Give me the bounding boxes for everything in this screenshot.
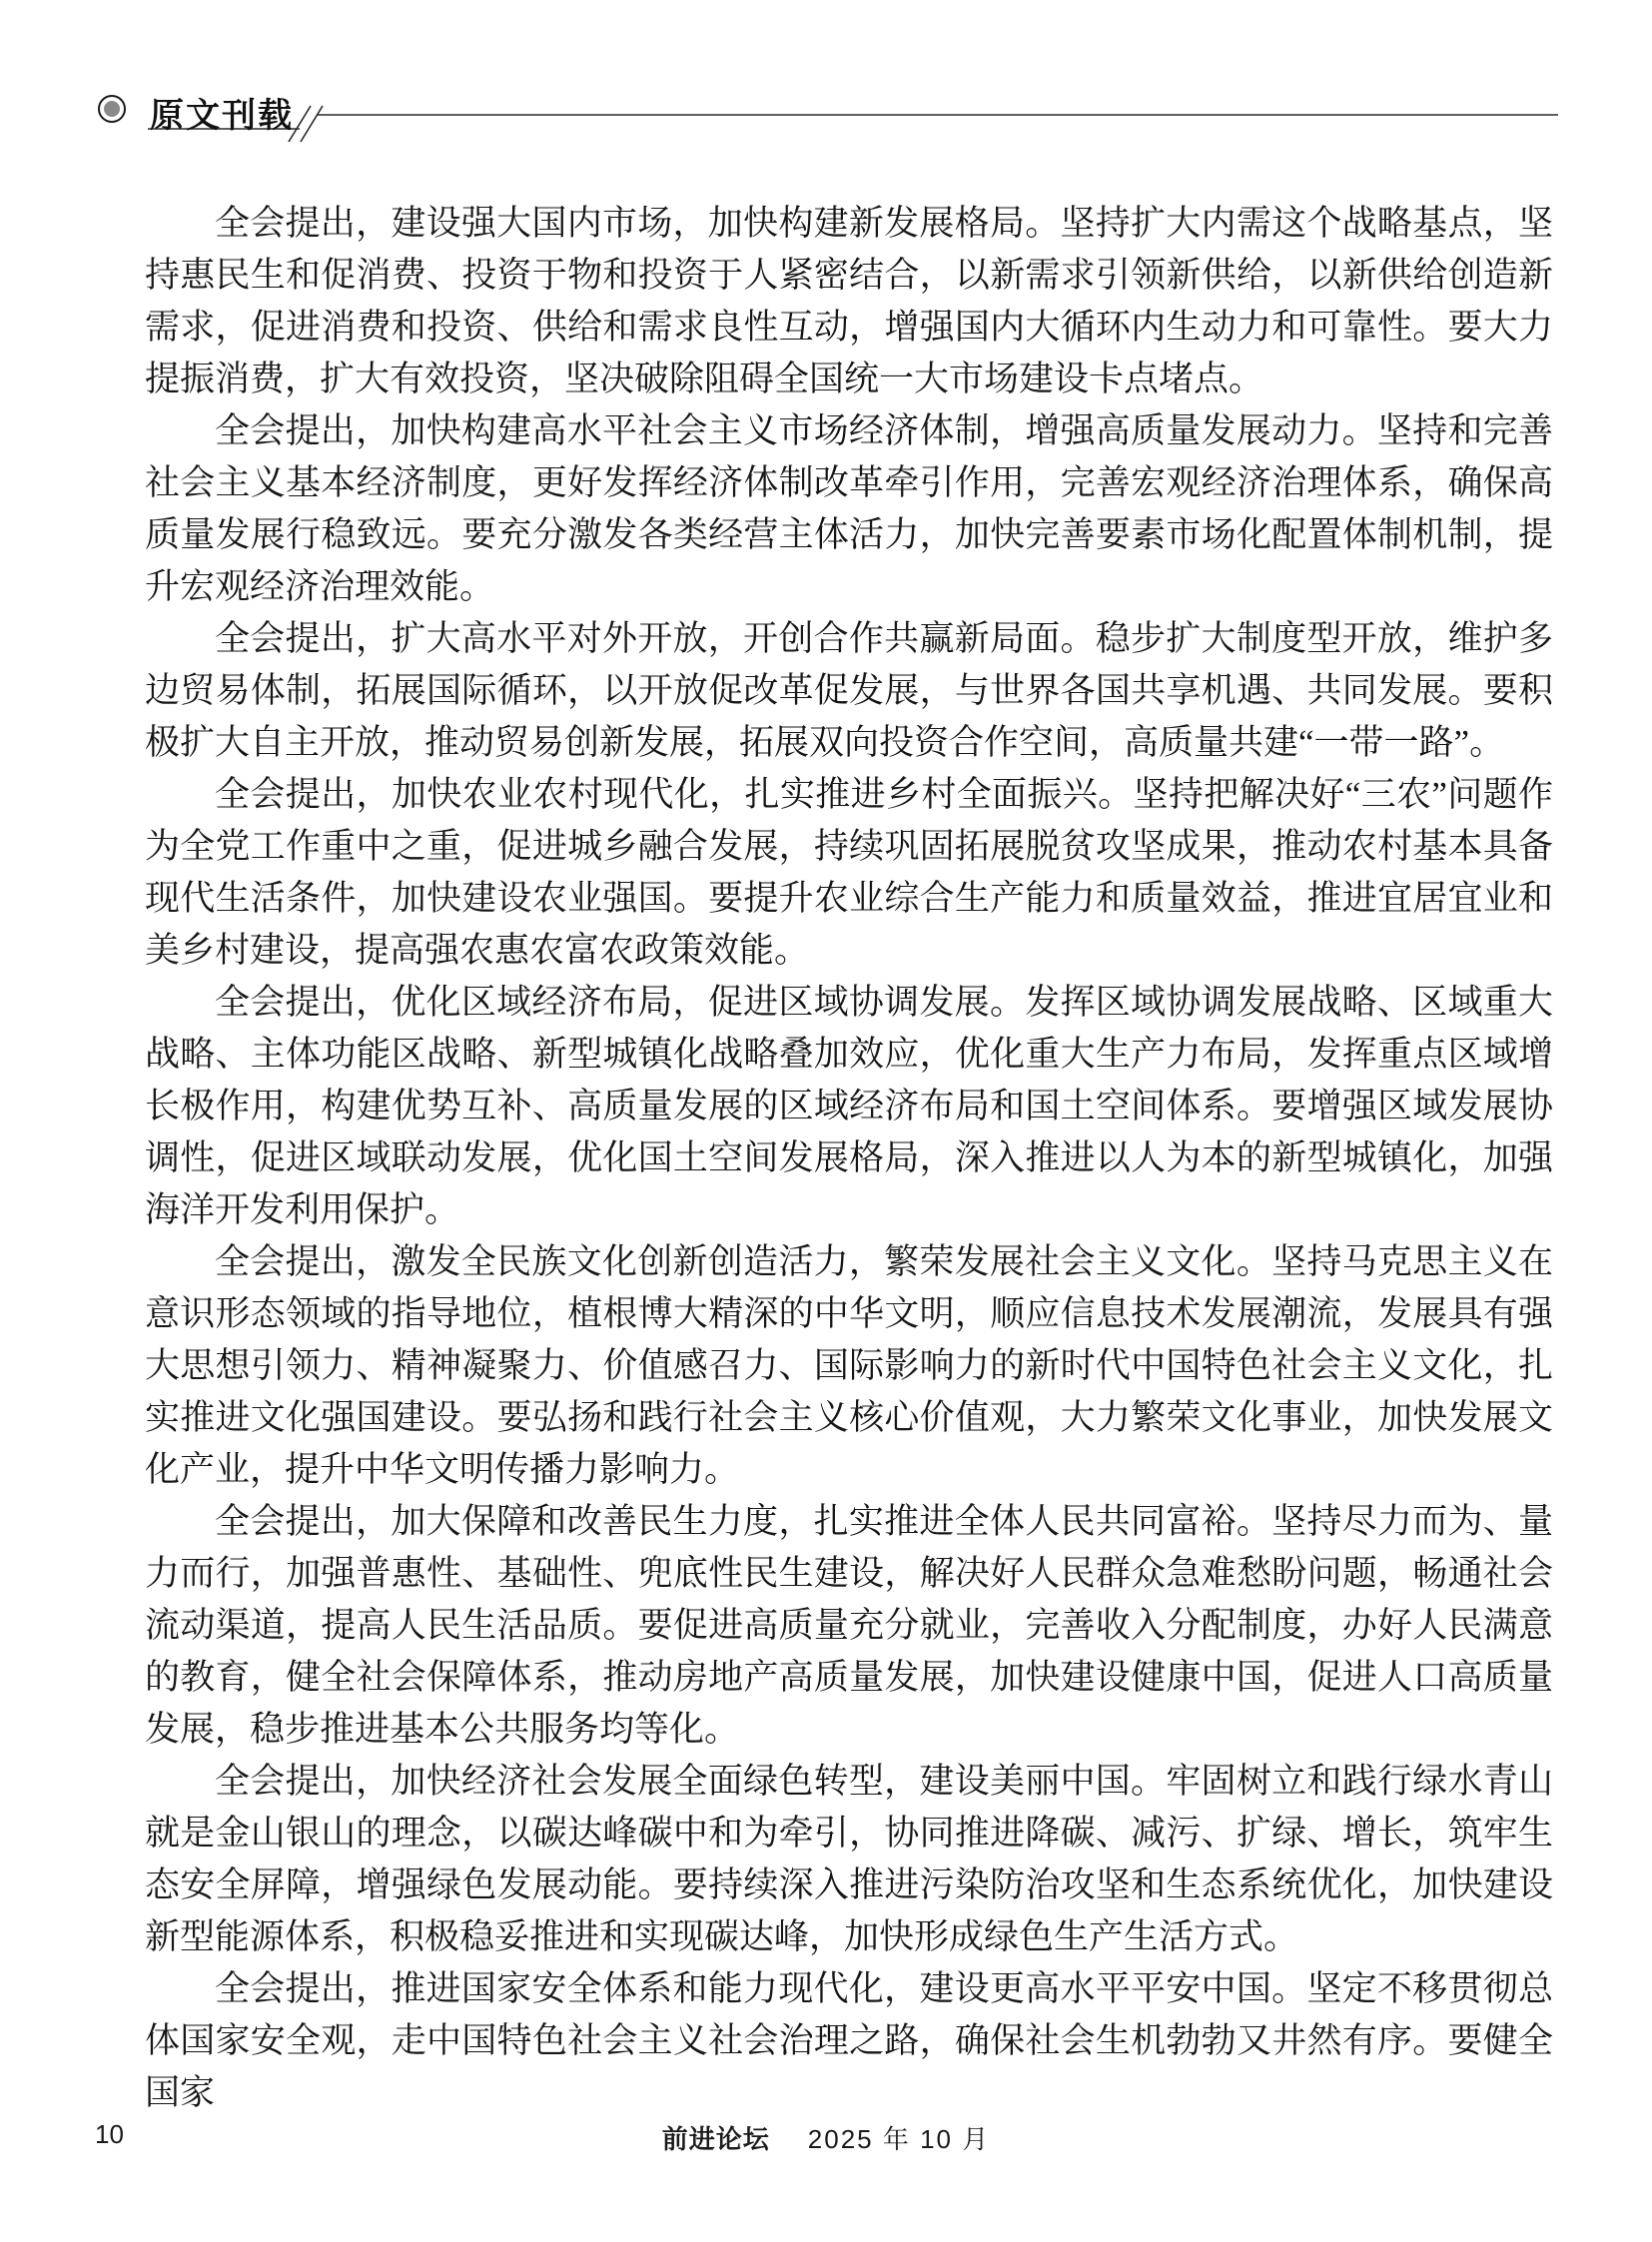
- article-paragraph: 全会提出，激发全民族文化创新创造活力，繁荣发展社会主义文化。坚持马克思主义在意识形态领域的指导地位，植根博大精深的中华文明，顺应信息技术发展潮流，发展具有强大思想引领力、精神凝聚力、价值感召力、国际影响力的新时代中国特色社会主义文化，扎实推进文化强国建设。要弘扬和践行社会主义核心价值观，大力繁荣文化事业，加快发展文化产业，提升中华文明传播力影响力。: [145, 1242, 1553, 1489]
- journal-title: 前进论坛: [661, 2124, 770, 2154]
- article-body: [145, 198, 1553, 2119]
- page-number: 10: [95, 2119, 124, 2149]
- article-paragraph: 全会提出，加大保障和改善民生力度，扎实推进全体人民共同富裕。坚持尽力而为、量力而行，加强普惠性、基础性、兜底性民生建设，解决好人民群众急难愁盼问题，畅通社会流动渠道，提高人民生活品质。要促进高质量充分就业，完善收入分配制度，办好人民满意的教育，健全社会保障体系，推动房地产高质量发展，加快建设健康中国，促进人口高质量发展，稳步推进基本公共服务均等化。: [145, 1502, 1553, 1749]
- section-label: 原文刊载: [150, 97, 294, 135]
- page-header: [0, 0, 1652, 150]
- article-paragraph: 全会提出，推进国家安全体系和能力现代化，建设更高水平平安中国。坚定不移贯彻总体国家安全观，走中国特色社会主义社会治理之路，确保社会生机勃勃又井然有序。要健全国家: [145, 1969, 1553, 2112]
- article-paragraph: 全会提出，优化区域经济布局，促进区域协调发展。发挥区域协调发展战略、区域重大战略、主体功能区战略、新型城镇化战略叠加效应，优化重大生产力布局，发挥重点区域增长极作用，构建优势互补、高质量发展的区域经济布局和国土空间体系。要增强区域发展协调性，促进区域联动发展，优化国土空间发展格局，深入推进以人为本的新型城镇化，加强海洋开发利用保护。: [145, 983, 1553, 1229]
- page-footer: [0, 2115, 1652, 2161]
- article-paragraph: 全会提出，加快构建高水平社会主义市场经济体制，增强高质量发展动力。坚持和完善社会主义基本经济制度，更好发挥经济体制改革牵引作用，完善宏观经济治理体系，确保高质量发展行稳致远。要充分激发各类经营主体活力，加快完善要素市场化配置体制机制，提升宏观经济治理效能。: [145, 411, 1553, 606]
- article-paragraph: 全会提出，建设强大国内市场，加快构建新发展格局。坚持扩大内需这个战略基点，坚持惠民生和促消费、投资于物和投资于人紧密结合，以新需求引领新供给，以新供给创造新需求，促进消费和投资、供给和需求良性互动，增强国内大循环内生动力和可靠性。要大力提振消费，扩大有效投资，坚决破除阻碍全国统一大市场建设卡点堵点。: [145, 204, 1553, 398]
- article-paragraph: 全会提出，加快农业农村现代化，扎实推进乡村全面振兴。坚持把解决好“三农”问题作为全党工作重中之重，促进城乡融合发展，持续巩固拓展脱贫攻坚成果，推动农村基本具备现代生活条件，加快建设农业强国。要提升农业综合生产能力和质量效益，推进宜居宜业和美乡村建设，提高强农惠农富农政策效能。: [145, 775, 1553, 970]
- article-paragraph: 全会提出，扩大高水平对外开放，开创合作共赢新局面。稳步扩大制度型开放，维护多边贸易体制，拓展国际循环，以开放促改革促发展，与世界各国共享机遇、共同发展。要积极扩大自主开放，推动贸易创新发展，拓展双向投资合作空间，高质量共建“一带一路”。: [145, 619, 1553, 762]
- circle-dot-icon: [98, 95, 126, 123]
- issue-date: 2025 年 10 月: [807, 2124, 991, 2154]
- article-paragraph: 全会提出，加快经济社会发展全面绿色转型，建设美丽中国。牢固树立和践行绿水青山就是金山银山的理念，以碳达峰碳中和为牵引，协同推进降碳、减污、扩绿、增长，筑牢生态安全屏障，增强绿色发展动能。要持续深入推进污染防治攻坚和生态系统优化，加快建设新型能源体系，积极稳妥推进和实现碳达峰，加快形成绿色生产生活方式。: [145, 1762, 1553, 1956]
- circle-dot-icon-core: [104, 101, 120, 117]
- footer-center: [0, 2119, 1652, 2156]
